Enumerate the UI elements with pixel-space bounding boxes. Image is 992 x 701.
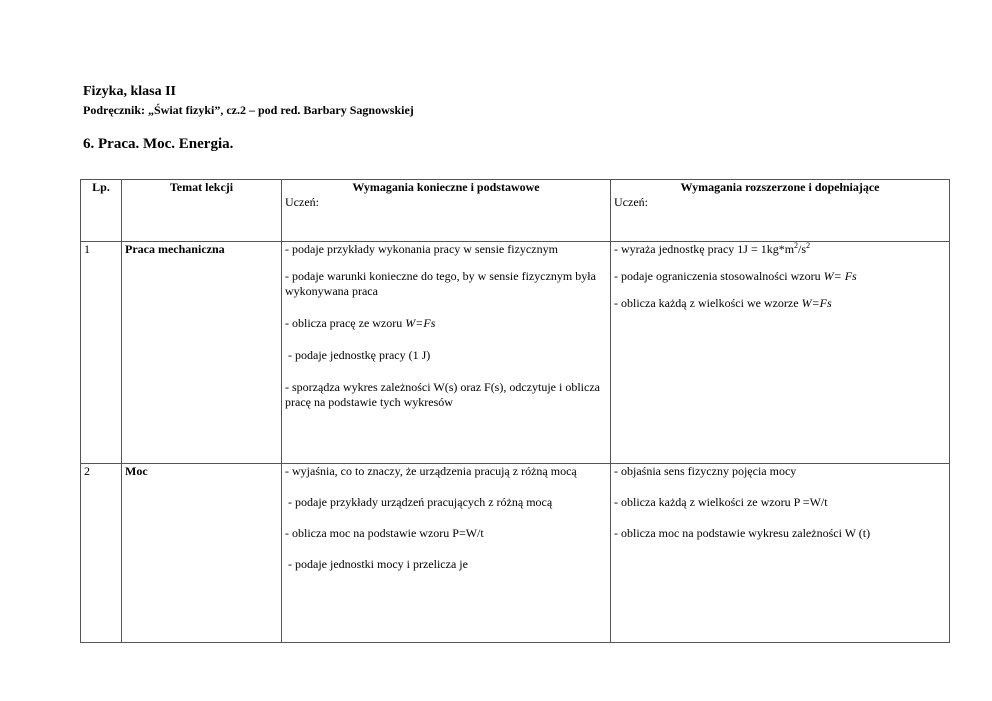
superscript: 2 (806, 241, 811, 250)
header-konieczne-label: Wymagania konieczne i podstawowe (352, 180, 540, 194)
header-temat: Temat lekcji (122, 180, 282, 242)
textbook-subtitle: Podręcznik: „Świat fizyki”, cz.2 – pod red. Barbary Sagnowskiej (83, 103, 414, 117)
requirement-item: - podaje jednostkę pracy (1 J) (288, 348, 431, 362)
cell-rozszerzone (611, 464, 950, 643)
requirement-text: - oblicza każdą z wielkości we wzorze (614, 296, 802, 310)
requirement-item: - oblicza moc na podstawie wzoru P=W/t (285, 526, 484, 540)
requirement-item (614, 296, 946, 311)
requirement-item: - podaje przykłady urządzeń pracujących z różną mocą (288, 495, 553, 509)
header-rozszerzone (611, 180, 950, 242)
formula: W= Fs (823, 269, 857, 283)
requirement-item: - wyjaśnia, co to znaczy, że urządzenia pracują z różną mocą (285, 464, 577, 478)
requirement-item: - objaśnia sens fizyczny pojęcia mocy (614, 464, 797, 478)
formula: W=Fs (801, 296, 832, 310)
cell-konieczne (282, 242, 611, 464)
requirements-table (80, 179, 950, 643)
cell-temat: Moc (122, 464, 282, 643)
requirement-item (285, 316, 607, 331)
formula: W=Fs (405, 316, 436, 330)
superscript: 2 (794, 241, 799, 250)
header-konieczne (282, 180, 611, 242)
requirement-text: - podaje ograniczenia stosowalności wzoru (614, 269, 824, 283)
requirement-text: - wyraża jednostkę pracy 1J = 1kg*m (614, 242, 795, 256)
table-row (81, 464, 950, 643)
table-header-row (81, 180, 950, 242)
document-title: Fizyka, klasa II (83, 84, 176, 99)
header-rozszerzone-sub: Uczeń: (614, 195, 648, 209)
requirement-text: - oblicza pracę ze wzoru (285, 316, 406, 330)
requirement-item: - oblicza moc na podstawie wykresu zależności W (t) (614, 526, 871, 540)
requirement-item: - podaje przykłady wykonania pracy w sensie fizycznym (285, 242, 558, 256)
cell-temat: Praca mechaniczna (122, 242, 282, 464)
cell-lp: 1 (81, 242, 122, 464)
requirement-item: - podaje warunki konieczne do tego, by w sensie fizycznym była wykonywana praca (285, 269, 596, 298)
header-lp: Lp. (81, 180, 122, 242)
cell-konieczne (282, 464, 611, 643)
header-konieczne-sub: Uczeń: (285, 195, 319, 209)
table-row (81, 242, 950, 464)
cell-rozszerzone (611, 242, 950, 464)
header-rozszerzone-label: Wymagania rozszerzone i dopełniające (680, 180, 880, 194)
requirement-item: - oblicza każdą z wielkości ze wzoru P =W/t (614, 495, 828, 509)
requirement-item (614, 242, 946, 257)
requirement-item: - podaje jednostki mocy i przelicza je (288, 557, 468, 571)
requirement-text: /s (798, 242, 807, 256)
cell-lp: 2 (81, 464, 122, 643)
requirement-item: - sporządza wykres zależności W(s) oraz F(s), odczytuje i oblicza pracę na podstawie tych wykresów (285, 380, 600, 409)
section-heading: 6. Praca. Moc. Energia. (83, 136, 234, 152)
requirement-item (614, 269, 946, 284)
